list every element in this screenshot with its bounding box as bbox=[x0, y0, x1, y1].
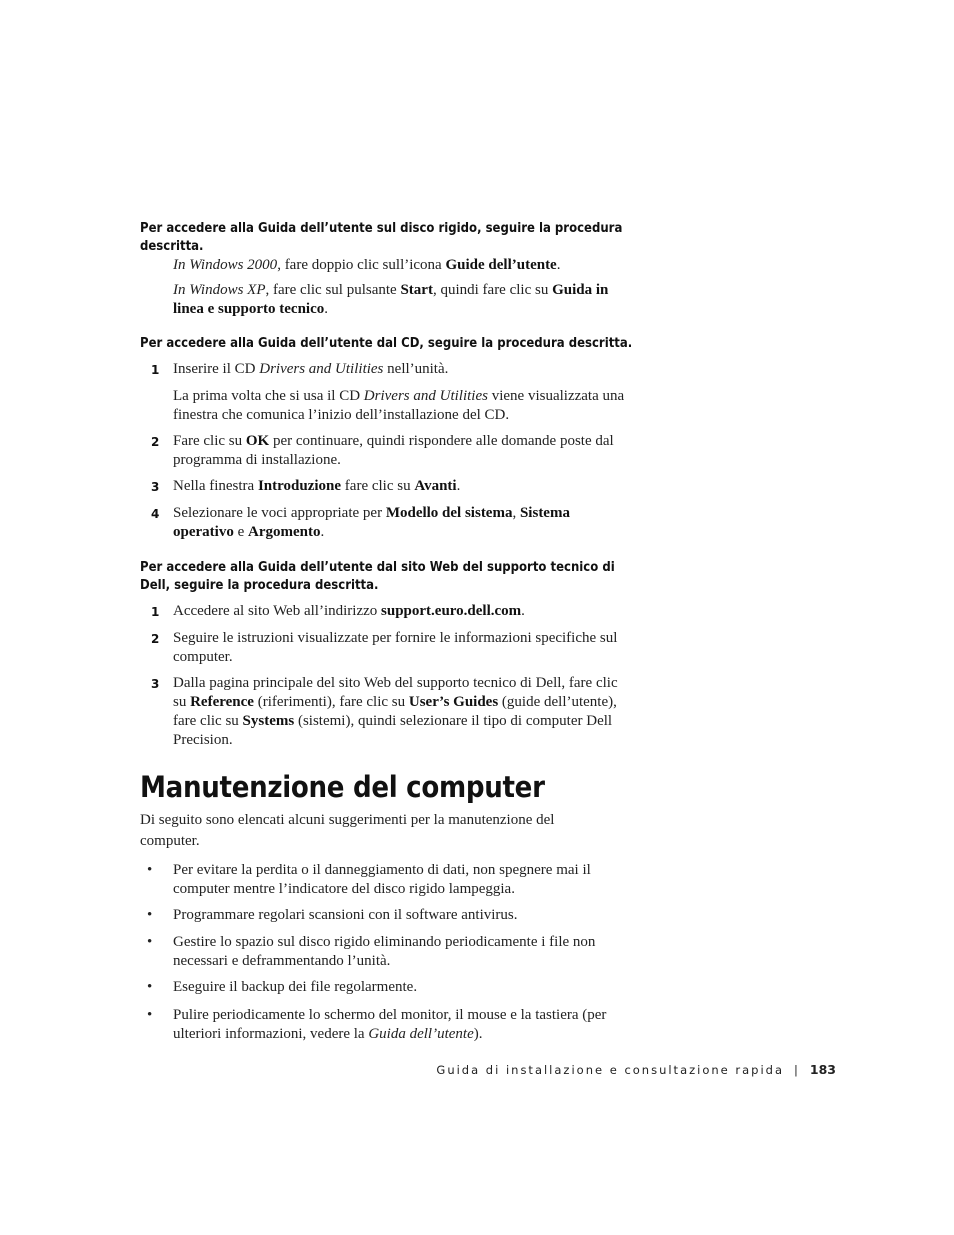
step-number: 2 bbox=[151, 632, 160, 646]
cd-step-4: Selezionare le voci appropriate per Modello del sistema, Sistema operativo e Argomento. bbox=[173, 505, 570, 540]
instruction-windows-xp: In Windows XP, fare clic sul pulsante Start, quindi fare clic su Guida in linea e supporto tecnico. bbox=[173, 282, 609, 317]
step-number: 3 bbox=[151, 480, 160, 494]
step-number: 2 bbox=[151, 435, 160, 449]
section-heading-web: Per accedere alla Guida dell’utente dal sito Web del supporto tecnico di Dell, seguire la procedura descritta. bbox=[140, 560, 615, 593]
tip-item: Programmare regolari scansioni con il software antivirus. bbox=[173, 907, 518, 923]
tip-item: Eseguire il backup dei file regolarmente. bbox=[173, 979, 418, 995]
bullet-marker: • bbox=[147, 1007, 153, 1023]
tip-item: Per evitare la perdita o il danneggiamento di dati, non spegnere mai il computer mentre l’indicatore del disco rigido lampeggia. bbox=[173, 862, 591, 897]
page-footer bbox=[436, 1062, 836, 1078]
section-title: Manutenzione del computer bbox=[140, 770, 545, 804]
web-step-1: Accedere al sito Web all’indirizzo support.euro.dell.com. bbox=[173, 603, 525, 619]
instruction-windows-2000: In Windows 2000, fare doppio clic sull’icona Guide dell’utente. bbox=[173, 257, 561, 273]
footer-separator: | bbox=[794, 1063, 798, 1077]
section-heading-hard-disk: Per accedere alla Guida dell’utente sul disco rigido, seguire la procedura descritta. bbox=[140, 221, 623, 254]
cd-step-1-note: La prima volta che si usa il CD Drivers and Utilities viene visualizzata una finestra che comunica l’inizio dell’installazione del CD. bbox=[173, 388, 625, 423]
bullet-marker: • bbox=[147, 862, 153, 878]
bullet-marker: • bbox=[147, 934, 153, 950]
step-number: 1 bbox=[151, 363, 160, 377]
page-number: 183 bbox=[809, 1062, 836, 1077]
web-step-2: Seguire le istruzioni visualizzate per fornire le informazioni specifiche sul computer. bbox=[173, 630, 618, 665]
step-number: 4 bbox=[151, 507, 160, 521]
cd-step-1: Inserire il CD Drivers and Utilities nell’unità. bbox=[173, 361, 449, 377]
cd-step-2: Fare clic su OK per continuare, quindi rispondere alle domande poste dal programma di installazione. bbox=[173, 433, 614, 468]
step-number: 3 bbox=[151, 677, 160, 691]
bullet-marker: • bbox=[147, 907, 153, 923]
tip-item: Pulire periodicamente lo schermo del monitor, il mouse e la tastiera (per ulteriori informazioni, vedere la Guida dell’utente). bbox=[173, 1007, 607, 1042]
section-heading-cd: Per accedere alla Guida dell’utente dal CD, seguire la procedura descritta. bbox=[140, 336, 633, 351]
step-number: 1 bbox=[151, 605, 160, 619]
cd-step-3: Nella finestra Introduzione fare clic su Avanti. bbox=[173, 478, 461, 494]
tip-item: Gestire lo spazio sul disco rigido eliminando periodicamente i file non necessari e deframmentando l’unità. bbox=[173, 934, 596, 969]
intro-paragraph: Di seguito sono elencati alcuni suggerimenti per la manutenzione del computer. bbox=[140, 812, 555, 849]
web-step-3: Dalla pagina principale del sito Web del supporto tecnico di Dell, fare clic su Reference (riferimenti), fare clic su User’s Guides (guide dell’utente), fare clic su Systems (sistemi), quindi selezionare il tipo di computer Dell Precision. bbox=[173, 675, 618, 748]
bullet-marker: • bbox=[147, 979, 153, 995]
footer-title: Guida di installazione e consultazione rapida bbox=[436, 1063, 785, 1077]
